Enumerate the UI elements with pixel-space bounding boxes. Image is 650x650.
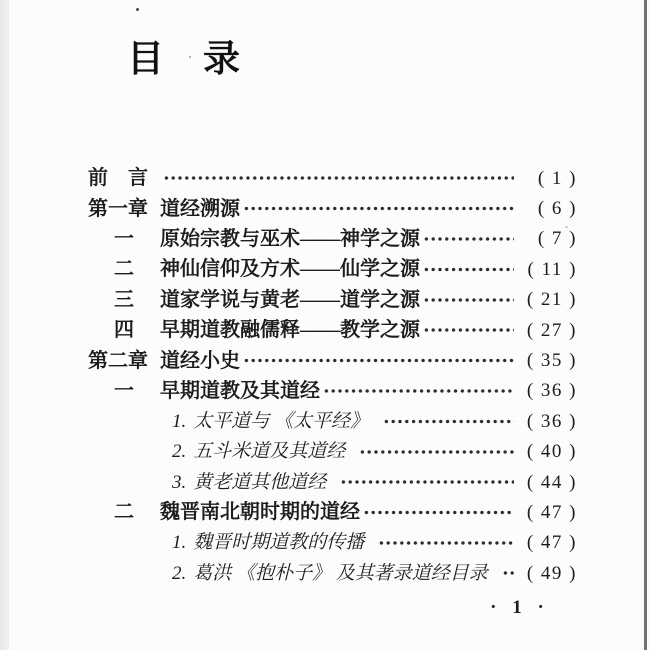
toc-entry-text: 道经小史 [160,349,240,372]
toc-entry-text: 魏晋南北朝时期的道经 [160,501,360,524]
toc-entry-label: 四 [114,319,134,342]
toc-entry-text: 五斗米道及其道经 [193,441,346,463]
toc-entry-1 [0,163,577,193]
toc-entry-page: ( 21 ) [526,289,577,311]
toc-entry-page: ( 27 ) [526,319,577,341]
dot-leader [363,497,514,527]
toc-entry-text: 葛洪 《抱朴子》 及其著录道经目录 [193,562,488,584]
toc-entry-8 [0,376,577,406]
toc-entry-page: ( 1 ) [537,167,577,189]
toc-entry-text: 神仙信仰及方术——仙学之源 [160,258,420,281]
dot-leader [163,163,514,193]
page-right-edge-line [644,0,647,650]
toc-entry-text: 黄老道其他道经 [193,471,327,493]
toc-entry-label: 第一章 [88,197,148,220]
toc-entry-label: 1. [172,532,187,554]
toc-entry-label: 二 [114,501,134,524]
toc-entry-page: ( 11 ) [527,258,577,280]
dot-leader [383,406,514,436]
toc-entry-text: 原始宗教与巫术——神学之源 [160,227,420,250]
toc-entry-text: 道经溯源 [160,197,240,220]
dot-leader [323,376,514,406]
toc-entry-label: 1. [172,410,187,432]
scan-speck [136,8,139,11]
toc-entry-page: ( 44 ) [526,471,577,493]
dot-leader [359,437,514,467]
dot-leader [423,315,514,345]
toc-entry-6 [0,315,577,345]
dot-leader [378,528,514,558]
dot-leader [423,254,514,284]
toc-entry-label: 一 [114,227,134,250]
dot-leader [502,558,514,588]
toc-entry-11 [0,467,577,497]
toc-entry-12 [0,497,577,527]
toc-entry-page: ( 36 ) [526,410,577,432]
toc-entry-text: 魏晋时期道教的传播 [193,532,365,554]
dot-leader [243,193,514,223]
toc-entry-text: 太平道与 《太平经》 [193,410,370,432]
toc-entry-text: 道家学说与黄老——道学之源 [160,288,420,311]
toc-entry-5 [0,285,577,315]
toc-entry-page: ( 47 ) [526,501,577,523]
toc-entry-label: 2. [172,441,187,463]
toc-entry-7 [0,345,577,375]
toc-entry-label: 3. [172,471,187,493]
dot-leader [340,467,514,497]
toc-entry-13 [0,528,577,558]
toc-entry-text: 早期道教融儒释——教学之源 [160,319,420,342]
dot-leader [423,224,514,254]
toc-entry-9 [0,406,577,436]
toc-list [0,163,577,588]
toc-entry-page: ( 7 ) [537,228,577,250]
toc-entry-label: 第二章 [88,349,148,372]
dot-leader [423,285,514,315]
toc-entry-label: 二 [114,258,134,281]
toc-entry-10 [0,437,577,467]
toc-entry-label: 一 [114,379,134,402]
toc-entry-label: 三 [114,288,134,311]
toc-entry-page: ( 36 ) [526,380,577,402]
folio-page-number: · 1 · [490,597,546,618]
toc-entry-label: 2. [172,562,187,584]
toc-entry-text: 早期道教及其道经 [160,379,320,402]
toc-entry-page: ( 35 ) [526,350,577,372]
toc-entry-page: ( 49 ) [526,562,577,584]
page-title: 目 录 [127,37,241,79]
dot-leader [243,345,514,375]
toc-entry-label: 前 言 [88,167,148,190]
toc-entry-3 [0,224,577,254]
toc-entry-page: ( 47 ) [526,532,577,554]
toc-entry-4 [0,254,577,284]
toc-entry-page: ( 40 ) [526,441,577,463]
toc-entry-2 [0,193,577,223]
toc-entry-page: ( 6 ) [537,198,577,220]
toc-entry-14 [0,558,577,588]
